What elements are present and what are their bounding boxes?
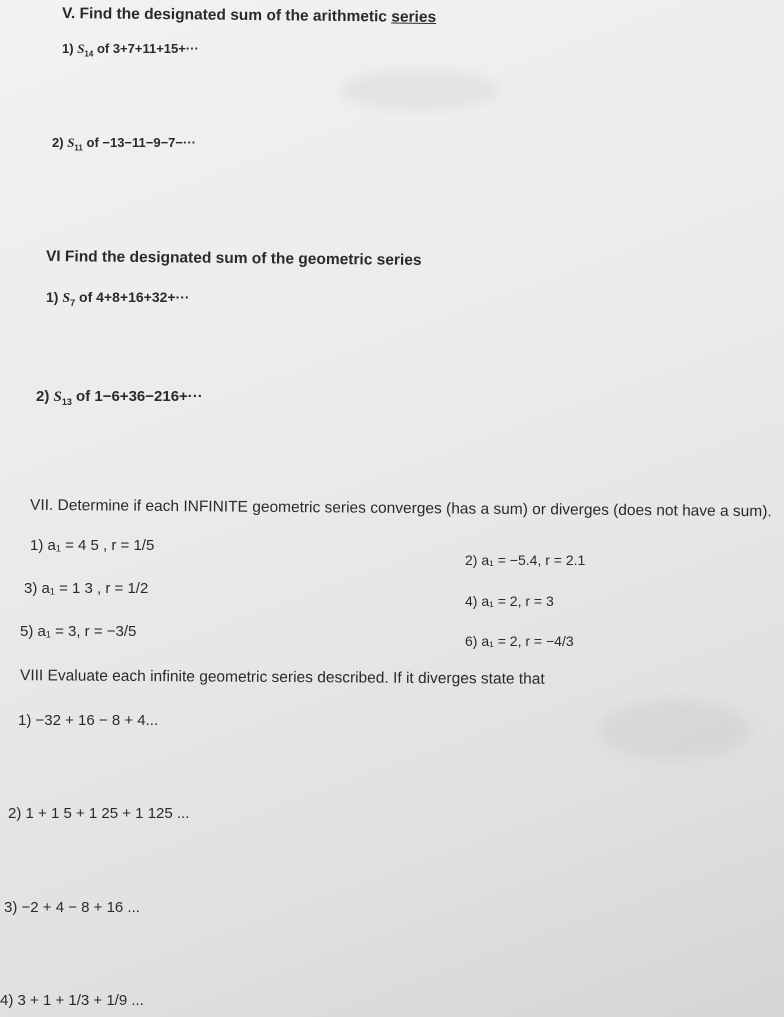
section-8-item-2: 2) 1 + 1 5 + 1 25 + 1 125 ... — [8, 805, 190, 822]
section-7-item-6: 6) a₁ = 2, r = −4/3 — [465, 633, 574, 649]
section-6-item-1: 1) $S_7$ of 4+8+16+32+··· — [46, 289, 190, 308]
section-7-item-4: 4) a₁ = 2, r = 3 — [465, 593, 554, 609]
paper-smudge — [600, 700, 750, 760]
section-6-heading: VI Find the designated sum of the geometric series — [45, 248, 422, 269]
section-7-item-3: 3) a₁ = 1 3 , r = 1/2 — [24, 580, 149, 597]
section-8-item-4: 4) 3 + 1 + 1/3 + 1/9 ... — [0, 992, 144, 1009]
paper-smudge — [340, 70, 500, 110]
section-5-item-2: 2) $S_{11}$ of −13−11−9−7−··· — [52, 135, 196, 153]
section-8-item-3: 3) −2 + 4 − 8 + 16 ... — [4, 899, 140, 916]
section-7-heading: VII. Determine if each INFINITE geometric series converges (has a sum) or diverges (does not have a sum). — [29, 496, 772, 521]
section-8-heading: VIII Evaluate each infinite geometric series described. If it diverges state that — [19, 667, 545, 688]
section-5-heading: V. Find the designated sum of the arithmetic series — [61, 5, 437, 26]
section-7-item-2: 2) a₁ = −5.4, r = 2.1 — [465, 552, 586, 568]
section-8-item-1: 1) −32 + 16 − 8 + 4... — [18, 712, 159, 729]
section-5-item-1: 1) $S_{14}$ of 3+7+11+15+··· — [62, 41, 199, 59]
section-7-item-1: 1) a₁ = 4 5 , r = 1/5 — [30, 537, 155, 554]
section-6-item-2: 2) $S_{13}$ of 1−6+36−216+··· — [36, 388, 203, 407]
section-7-item-5: 5) a₁ = 3, r = −3/5 — [20, 623, 137, 640]
